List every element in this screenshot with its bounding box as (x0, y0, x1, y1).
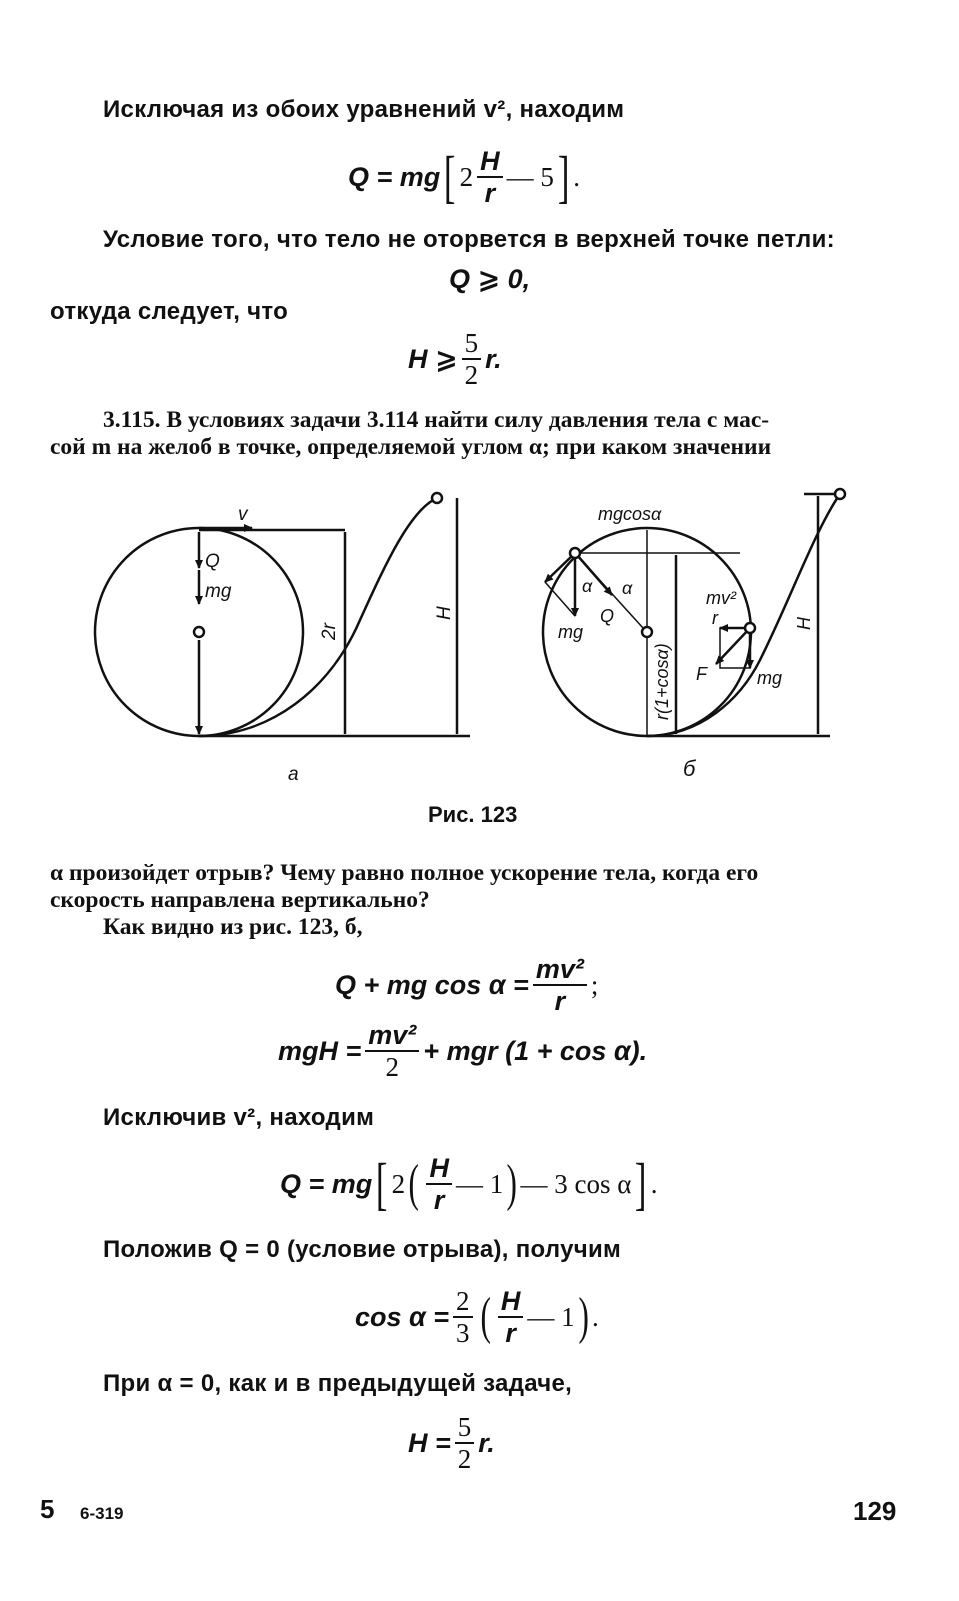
eq6-close-paren: ) (506, 1155, 518, 1212)
label-mg-b1: mg (558, 622, 584, 642)
footer-sheet: 5 (40, 1494, 55, 1524)
eq6-two: 2 (391, 1168, 406, 1199)
eq6-den: r (433, 1185, 445, 1215)
eq8-rest: r. (478, 1427, 495, 1458)
equation-2: Q ⩾ 0, (449, 264, 531, 294)
eq8-den: 2 (457, 1444, 472, 1474)
eq1-den: r (484, 178, 496, 208)
eq8-fraction (455, 1413, 475, 1474)
eq6-end: . (650, 1168, 658, 1199)
eq4-fraction (533, 955, 587, 1016)
equation-3 (408, 328, 502, 390)
label-f: F (696, 664, 707, 684)
label-mg-a: mg (205, 581, 232, 602)
equation-6 (280, 1150, 657, 1218)
f-arrow (716, 628, 750, 664)
label-alpha-1: α (582, 576, 593, 596)
label-q-a: Q (205, 551, 220, 572)
label-v: v (238, 504, 248, 525)
after-figure-line-1: α произойдет отрыв? Чему равно полное ускорение тела, когда его (50, 860, 759, 886)
equation-8 (408, 1410, 495, 1476)
eq6-open-paren: ( (408, 1155, 419, 1212)
equation-4 (335, 952, 598, 1018)
body-point-a (432, 493, 442, 503)
after-figure-line-2: скорость направлена вертикально? (50, 887, 430, 913)
eq1-lhs: Q = mg (348, 161, 441, 192)
center-point-a (194, 627, 204, 637)
tangent-arrow (545, 553, 575, 582)
eq7-den2: r (505, 1318, 516, 1348)
eq7-close-paren: ) (578, 1288, 589, 1345)
panel-label-a: a (288, 764, 299, 785)
eq1-close-bracket: ] (557, 144, 570, 209)
eq3-den: 2 (464, 360, 479, 390)
eq5-num: mv² (365, 1021, 419, 1052)
label-h-a: H (434, 606, 455, 620)
eq6-rest: — 3 cos α (520, 1168, 632, 1199)
eq4-den: r (554, 986, 566, 1016)
label-h-b: H (794, 617, 814, 630)
eq6-lhs: Q = mg (280, 1168, 373, 1199)
eq8-num: 5 (455, 1413, 475, 1444)
eq7-fraction-1 (453, 1287, 473, 1348)
eq7-lhs: cos α = (355, 1301, 450, 1332)
eq7-den: 3 (456, 1318, 470, 1348)
eq6-open-bracket: [ (376, 1151, 388, 1216)
label-alpha-2: α (622, 578, 633, 598)
body-point-b2 (745, 623, 755, 633)
eq6-close-bracket: ] (635, 1151, 647, 1216)
eq1-end: . (573, 161, 580, 192)
page-number: 129 (853, 1496, 897, 1526)
eq5-rest: + mgr (1 + cos α). (423, 1035, 648, 1066)
eq1-two: 2 (459, 161, 474, 192)
intro-line: Исключая из обоих уравнений v², находим (103, 96, 625, 123)
eq1-num: H (477, 147, 503, 178)
eq4-end: ; (590, 969, 599, 1000)
eq4-lhs: Q + mg cos α = (335, 969, 529, 1000)
eq1-fraction (477, 147, 503, 208)
problem-line-1: 3.115. В условиях задачи 3.114 найти силу давления тела с мас- (103, 407, 770, 433)
eq7-num: 2 (453, 1287, 473, 1318)
figure-123 (0, 470, 959, 790)
problem-line-2: сой m на желоб в точке, определяемой углом α; при каком значении (50, 434, 772, 460)
eq7-open-paren: ( (480, 1288, 491, 1345)
eq8-lhs: H = (408, 1427, 451, 1458)
exclude-line: Исключив v², находим (103, 1104, 375, 1131)
eq1-rest: — 5 (506, 161, 554, 192)
label-mgcos: mgcosα (598, 504, 662, 524)
condition-line: Условие того, что тело не оторвется в верхней точке петли: (103, 226, 835, 253)
eq5-lhs: mgH = (278, 1035, 362, 1066)
eq1-open-bracket: [ (444, 144, 456, 209)
eq6-num: H (426, 1154, 452, 1185)
panel-label-b: б (683, 756, 696, 781)
label-r1cos: r(1+cosα) (652, 643, 672, 720)
label-q-b: Q (600, 606, 615, 626)
eq5-fraction (365, 1021, 419, 1082)
setting-line: Положив Q = 0 (условие отрыва), получим (103, 1236, 622, 1263)
start-point-b (835, 489, 845, 499)
eq6-minus1: — 1 (455, 1168, 504, 1199)
panel-b (543, 489, 845, 736)
footer-code: 6-319 (80, 1504, 124, 1523)
after-figure-line-3: Как видно из рис. 123, б, (103, 914, 363, 940)
equation-1 (348, 145, 580, 209)
eq5-den: 2 (385, 1052, 400, 1082)
center-point-b (642, 627, 652, 637)
label-r-b: r (712, 608, 718, 628)
eq4-num: mv² (533, 955, 587, 986)
label-mg-b2: mg (757, 668, 783, 688)
equation-5 (278, 1018, 647, 1084)
eq3-fraction (462, 329, 482, 390)
equation-7 (355, 1284, 599, 1350)
label-two-r: 2r (319, 623, 340, 640)
eq6-fraction (426, 1154, 452, 1215)
eq3-lhs: H ⩾ (408, 343, 458, 374)
eq7-fraction-2 (498, 1287, 524, 1348)
panel-a (95, 493, 470, 736)
eq7-rest: — 1 (527, 1301, 575, 1332)
alpha-line: При α = 0, как и в предыдущей задаче, (103, 1370, 573, 1397)
eq3-num: 5 (462, 329, 482, 360)
whence-line: откуда следует, что (50, 298, 289, 325)
eq7-num2: H (498, 1287, 524, 1318)
figure-caption: Рис. 123 (428, 802, 518, 827)
label-mv2: mv² (706, 588, 736, 608)
body-point-b (570, 548, 580, 558)
eq3-rest: r. (485, 343, 502, 374)
eq7-end: . (591, 1301, 599, 1332)
